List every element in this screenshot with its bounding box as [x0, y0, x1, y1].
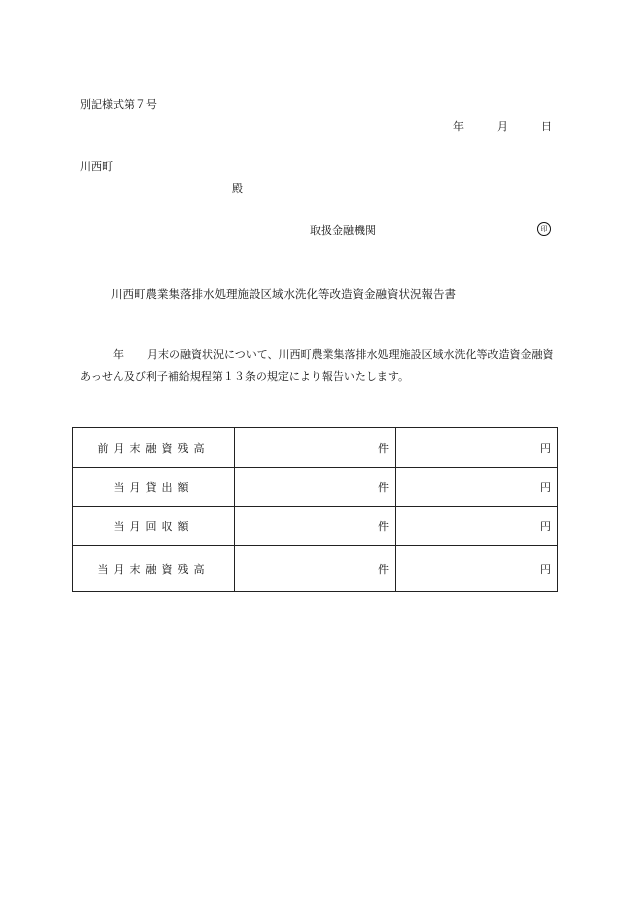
table-row — [73, 428, 558, 468]
institution-label: 取扱金融機関 — [310, 224, 376, 237]
seal-icon: 印 — [537, 222, 551, 236]
count-cell: 件 — [235, 468, 396, 507]
count-cell: 件 — [235, 507, 396, 546]
table-row — [73, 507, 558, 546]
body-line-1 — [0, 349, 630, 363]
row-label: 当月回収額 — [73, 507, 235, 546]
date-day-label: 日 — [541, 120, 552, 133]
row-label: 当月貸出額 — [73, 468, 235, 507]
body-line-2: あっせん及び利子補給規程第１３条の規定により報告いたします。 — [80, 370, 410, 383]
table-row — [73, 468, 558, 507]
count-cell: 件 — [235, 428, 396, 468]
amount-cell: 円 — [396, 507, 558, 546]
date-month-label: 月 — [497, 120, 508, 133]
count-cell: 件 — [235, 546, 396, 592]
row-label: 前月末融資残高 — [73, 428, 235, 468]
row-label: 当月末融資残高 — [73, 546, 235, 592]
body-year-label: 年 — [113, 348, 124, 361]
amount-cell: 円 — [396, 468, 558, 507]
amount-cell: 円 — [396, 428, 558, 468]
body-line-1-text: 月末の融資状況について、川西町農業集落排水処理施設区域水洗化等改造資金融資 — [147, 348, 554, 361]
form-number: 別記様式第７号 — [80, 98, 157, 111]
addressee: 川西町 — [80, 160, 113, 173]
date-year-label: 年 — [453, 120, 464, 133]
table-row — [73, 546, 558, 592]
document-title: 川西町農業集落排水処理施設区域水洗化等改造資金融資状況報告書 — [111, 287, 456, 301]
report-table — [72, 427, 558, 592]
honorific: 殿 — [232, 182, 243, 195]
amount-cell: 円 — [396, 546, 558, 592]
